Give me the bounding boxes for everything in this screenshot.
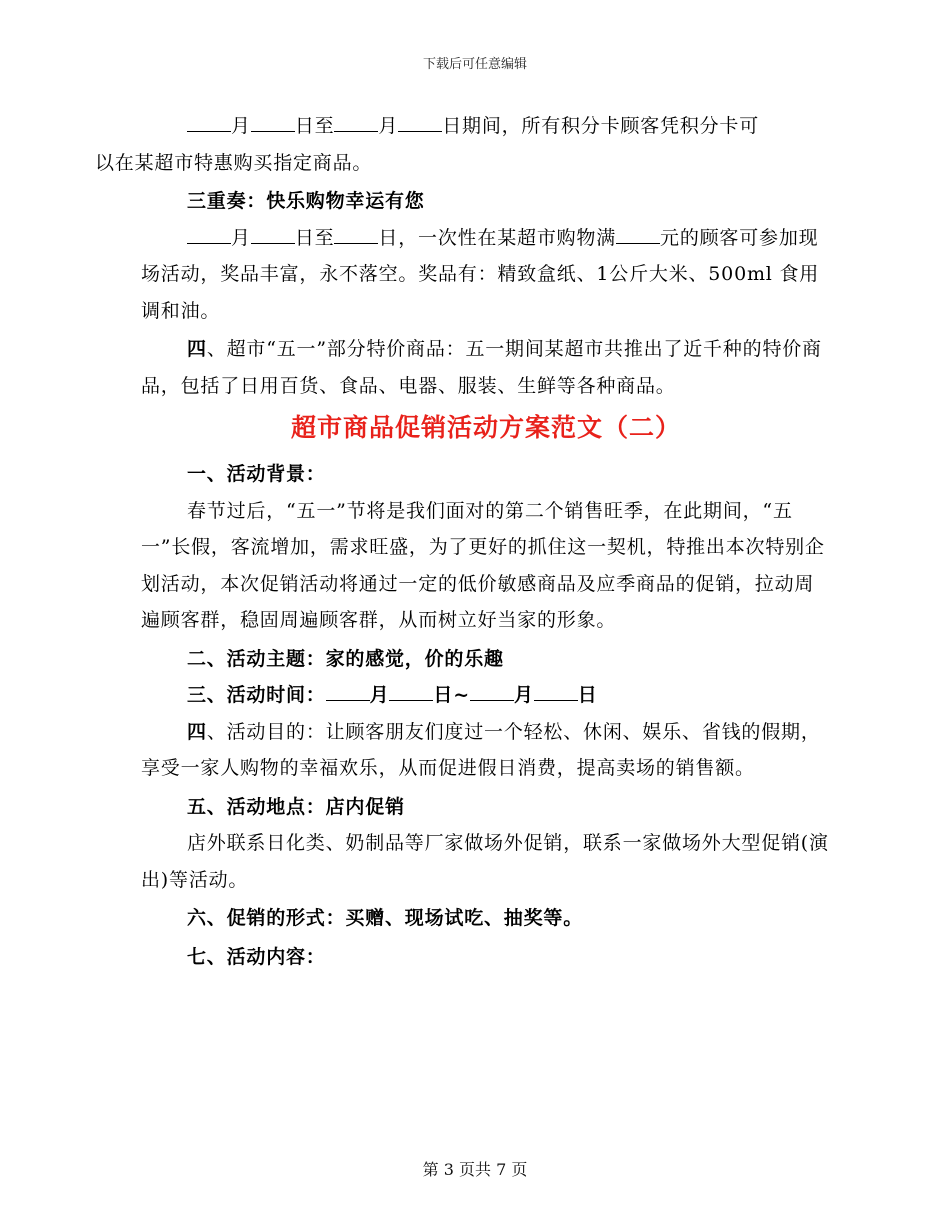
date-blank <box>534 680 578 701</box>
date-blank <box>326 680 370 701</box>
paragraph-points-period-cont: 以在某超市特惠购买指定商品。 <box>95 151 373 174</box>
paragraph-points-period: 月 日至 月 日期间，所有积分卡顾客凭积分卡可 以在某超市特惠购买指定商品。 <box>141 108 831 181</box>
date-blank <box>251 223 295 244</box>
paragraph-background: 春节过后，“五一”节将是我们面对的第二个销售旺季，在此期间，“五一”长假，客流增加，需求旺盛，为了更好的抓住这一契机，特推出本次特别企划活动，本次促销活动将通过一定的低价敏感商品及应季商品的促销，拉动周遍顾客群，稳固周遍顾客群，从而树立好当家的形象。 <box>141 499 825 631</box>
amount-blank <box>616 223 660 244</box>
heading-theme: 二、活动主题：家的感觉，价的乐趣 <box>187 647 504 670</box>
heading-background: 一、活动背景： <box>187 463 326 485</box>
date-blank <box>187 223 231 244</box>
paragraph-special-products: 四、超市“五一”部分特价商品：五一期间某超市共推出了近千种的特价商品，包括了日用百货、食品、电器、服装、生鲜等各种商品。 <box>141 338 822 397</box>
document-title: 超市商品促销活动方案范文（二） <box>290 413 681 442</box>
date-blank <box>398 111 442 132</box>
date-blank <box>334 223 378 244</box>
heading-lucky-shopping: 三重奏：快乐购物幸运有您 <box>187 190 425 212</box>
paragraph-purpose: 四、活动目的：让顾客朋友们度过一个轻松、休闲、娱乐、省钱的假期，享受一家人购物的幸福欢乐，从而促进假日消费，提高卖场的销售额。 <box>141 720 821 779</box>
page-footer: 第 3 页共 7 页 <box>422 1160 528 1179</box>
document-body <box>95 108 831 975</box>
heading-activity-content: 七、活动内容： <box>187 945 326 968</box>
date-blank <box>334 111 378 132</box>
date-blank <box>187 111 231 132</box>
heading-time: 三、活动时间： 月 日~ 月 日 <box>141 677 831 714</box>
date-blank <box>389 680 433 701</box>
heading-location: 五、活动地点：店内促销 <box>187 795 405 818</box>
paragraph-onsite-activity: 月 日至 日，一次性在某超市购物满 元的顾客可参加现场活动，奖品丰富，永不落空。奖品有：精致盒纸、1公斤大米、500ml 食用调和油。 <box>141 220 831 330</box>
heading-promotion-form: 六、促销的形式：买赠、现场试吃、抽奖等。 <box>187 907 584 929</box>
date-blank <box>470 680 514 701</box>
page-header: 下载后可任意编辑 <box>422 57 527 72</box>
date-blank <box>251 111 295 132</box>
paragraph-location: 店外联系日化类、奶制品等厂家做场外促销，联系一家做场外大型促销(演出)等活动。 <box>141 832 829 891</box>
